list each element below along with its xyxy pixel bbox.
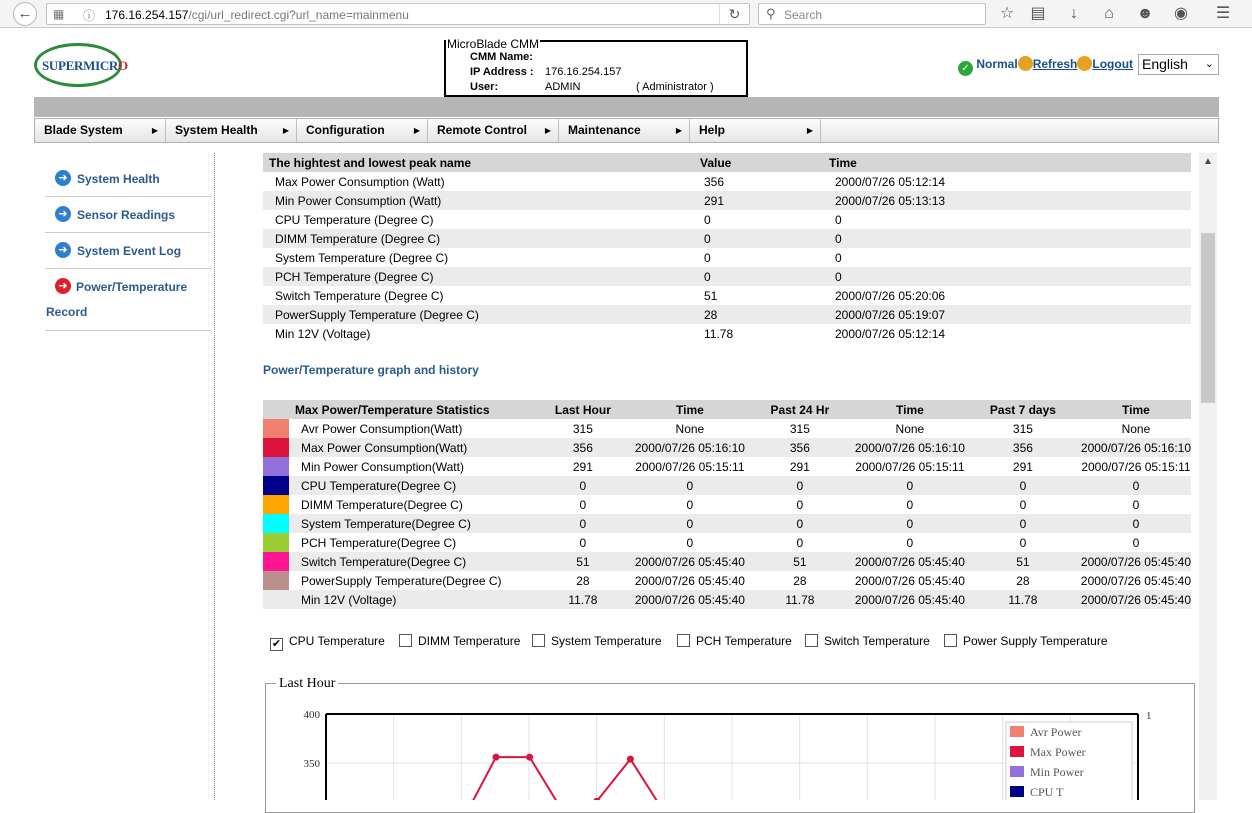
reload-icon[interactable]: ↻	[719, 4, 749, 24]
series-checkbox-item[interactable]	[399, 634, 520, 648]
chart-data-point	[627, 756, 634, 763]
color-swatch-cell	[263, 590, 289, 609]
sidebar-item-system-event-log[interactable]	[45, 233, 211, 269]
sidebar-item-sensor-readings[interactable]	[45, 197, 211, 233]
scroll-up-icon[interactable]: ▲	[1203, 156, 1213, 167]
sidebar-item-label-line2: Record	[46, 305, 88, 319]
checkbox-icon[interactable]	[805, 634, 818, 647]
menu-arrow-icon: ▶	[806, 126, 813, 135]
menu-configuration[interactable]	[297, 119, 428, 142]
stats-time-cell: 0	[1132, 516, 1140, 531]
stats-header-time: Time	[896, 402, 924, 417]
stats-time-cell: 0	[906, 535, 914, 550]
user-value: ADMIN	[545, 81, 581, 93]
status-normal[interactable]: Normal	[976, 57, 1018, 71]
menu-blade-system[interactable]	[35, 119, 166, 142]
color-swatch	[263, 533, 289, 552]
bookmark-star-icon[interactable]: ☆	[999, 5, 1015, 22]
peak-name-cell: CPU Temperature (Degree C)	[275, 212, 434, 227]
download-icon[interactable]: ↓	[1070, 5, 1078, 22]
stats-name-cell: Min 12V (Voltage)	[301, 592, 397, 607]
main-menu	[34, 118, 1219, 143]
peak-name-cell: Max Power Consumption (Watt)	[275, 174, 445, 189]
stats-7days-cell: 11.78	[1008, 592, 1038, 607]
checkbox-icon[interactable]	[677, 634, 690, 647]
arrow-right-active-icon: ➜	[55, 278, 71, 294]
status-ok-icon: ✓	[958, 61, 973, 76]
chart-legend-swatch	[1010, 786, 1024, 797]
stats-name-cell: DIMM Temperature(Degree C)	[301, 497, 463, 512]
color-swatch	[263, 495, 289, 514]
stats-time-cell: 2000/07/26 05:15:11	[635, 459, 745, 474]
arrow-right-icon: ➜	[55, 170, 71, 186]
stats-table-header	[263, 400, 1191, 419]
peak-header-value: Value	[700, 155, 732, 170]
reading-list-icon[interactable]: ▤	[1030, 5, 1046, 22]
chart-legend-label: Avr Power	[1030, 725, 1082, 739]
checkbox-label: System Temperature	[551, 634, 662, 648]
stats-time-cell: 2000/07/26 05:45:40	[1080, 554, 1191, 569]
page-icon: ▦	[53, 7, 65, 21]
chart-legend-swatch	[1010, 726, 1024, 737]
peak-table-row	[263, 172, 1191, 191]
chart-y-tick-label: 400	[303, 709, 320, 721]
stats-time-cell: 0	[686, 497, 694, 512]
stats-name-cell: Avr Power Consumption(Watt)	[301, 421, 463, 436]
chart-title: Last Hour	[276, 676, 338, 692]
stats-7days-cell: 51	[1016, 554, 1030, 569]
stats-7days-cell: 28	[1016, 573, 1030, 588]
checkbox-label: Power Supply Temperature	[963, 634, 1108, 648]
menu-label: Maintenance	[568, 123, 641, 137]
logout-link[interactable]: Logout	[1092, 57, 1134, 71]
peak-value-cell: 51	[704, 288, 718, 303]
menu-help[interactable]	[690, 119, 821, 142]
checkbox-icon[interactable]	[399, 634, 412, 647]
stats-last-hour-cell: 0	[579, 497, 587, 512]
color-swatch-cell	[263, 552, 289, 571]
peak-value-cell: 11.78	[704, 326, 734, 341]
menu-maintenance[interactable]	[559, 119, 690, 142]
peak-time-cell: 0	[835, 231, 842, 246]
peak-time-cell: 2000/07/26 05:19:07	[835, 307, 946, 322]
stats-time-cell: 0	[1132, 478, 1140, 493]
peak-table-header	[263, 153, 1191, 172]
color-swatch-cell	[263, 438, 289, 457]
color-swatch	[263, 571, 289, 590]
color-swatch	[263, 590, 289, 609]
stats-name-cell: CPU Temperature(Degree C)	[301, 478, 457, 493]
menu-label: Blade System	[44, 123, 123, 137]
power-chart	[266, 700, 1194, 800]
stats-time-cell: 0	[906, 516, 914, 531]
peak-value-cell: 0	[704, 231, 711, 246]
stats-last-hour-cell: 11.78	[568, 592, 598, 607]
back-button[interactable]: ←	[13, 2, 37, 26]
color-swatch-cell	[263, 495, 289, 514]
menu-label: System Health	[175, 123, 258, 137]
search-placeholder: Search	[784, 8, 823, 22]
stats-last-hour-cell: 0	[579, 478, 587, 493]
menu-arrow-icon: ▶	[413, 126, 420, 135]
url-text	[105, 8, 409, 22]
logo-text-main: SUPERMICR	[42, 58, 119, 73]
scrollbar-thumb[interactable]	[1201, 233, 1215, 403]
stats-7days-cell: 291	[1012, 459, 1033, 474]
cmm-name-label: CMM Name:	[470, 51, 533, 63]
peak-time-cell: 2000/07/26 05:12:14	[835, 326, 946, 341]
stats-24hr-cell: 0	[796, 478, 804, 493]
peak-time-cell: 2000/07/26 05:13:13	[835, 193, 946, 208]
chart-legend-label: CPU T	[1030, 785, 1064, 799]
stats-24hr-cell: 0	[796, 497, 804, 512]
checkbox-icon[interactable]	[944, 634, 957, 647]
peak-time-cell: 0	[835, 212, 842, 227]
stats-time-cell: 0	[906, 497, 914, 512]
stats-24hr-cell: 28	[793, 573, 807, 588]
stats-24hr-cell: 11.78	[785, 592, 815, 607]
stats-name-cell: Min Power Consumption(Watt)	[301, 459, 464, 474]
checkbox-label: DIMM Temperature	[418, 634, 521, 648]
peak-name-cell: DIMM Temperature (Degree C)	[275, 231, 441, 246]
status-area	[958, 56, 1133, 76]
peak-name-cell: PCH Temperature (Degree C)	[275, 269, 434, 284]
stats-name-cell: System Temperature(Degree C)	[301, 516, 471, 531]
stats-last-hour-cell: 356	[572, 440, 593, 455]
sidebar-item-label: Sensor Readings	[77, 208, 176, 222]
stats-name-cell: PowerSupply Temperature(Degree C)	[301, 573, 502, 588]
menu-arrow-icon: ▶	[675, 126, 682, 135]
peak-table-row	[263, 305, 1191, 324]
peak-table-row	[263, 286, 1191, 305]
stats-time-cell: 2000/07/26 05:45:40	[854, 573, 965, 588]
logo-text	[42, 58, 128, 74]
stats-time-cell: 2000/07/26 05:45:40	[854, 592, 965, 607]
stats-time-cell: 2000/07/26 05:45:40	[854, 554, 965, 569]
stats-header-last-hour: Last Hour	[554, 402, 611, 417]
stats-time-cell: 0	[1132, 535, 1140, 550]
peak-table-row	[263, 324, 1191, 343]
sidebar-item-system-health[interactable]	[45, 160, 211, 197]
stats-table-row	[263, 552, 1191, 571]
sidebar-divider	[214, 153, 215, 800]
sidebar-item-label: Power/Temperature	[76, 280, 188, 294]
stats-time-cell: 0	[906, 478, 914, 493]
menu-arrow-icon: ▶	[151, 126, 158, 135]
stats-table	[263, 400, 1191, 609]
stats-table-row	[263, 533, 1191, 552]
menu-label: Configuration	[306, 123, 385, 137]
peak-table-row	[263, 248, 1191, 267]
stats-7days-cell: 0	[1019, 535, 1027, 550]
stats-table-row	[263, 495, 1191, 514]
color-swatch	[263, 476, 289, 495]
sidebar-item-power-temperature-record[interactable]	[45, 269, 211, 331]
logout-icon[interactable]	[1077, 56, 1092, 71]
arrow-right-icon: ➜	[55, 206, 71, 222]
stats-time-cell: 0	[1132, 497, 1140, 512]
series-checkbox-item[interactable]	[805, 634, 930, 648]
stats-table-row	[263, 457, 1191, 476]
stats-last-hour-cell: 28	[576, 573, 590, 588]
chart-legend-label: Min Power	[1030, 765, 1084, 779]
header-band	[34, 97, 1219, 117]
peak-table	[263, 153, 1191, 343]
stats-7days-cell: 0	[1019, 478, 1027, 493]
stats-24hr-cell: 315	[789, 421, 810, 436]
refresh-link[interactable]: Refresh	[1032, 57, 1078, 71]
checkbox-icon[interactable]	[532, 634, 545, 647]
peak-time-cell: 2000/07/26 05:12:14	[835, 174, 946, 189]
color-swatch	[263, 457, 289, 476]
sidebar-item-label: System Health	[77, 172, 160, 186]
language-select[interactable]	[1138, 54, 1219, 75]
peak-header-time: Time	[829, 155, 857, 170]
peak-table-row	[263, 229, 1191, 248]
stats-24hr-cell: 0	[796, 516, 804, 531]
menu-label: Help	[699, 123, 726, 137]
stats-7days-cell: 0	[1019, 497, 1027, 512]
info-icon[interactable]: ⓘ	[83, 9, 96, 23]
browser-toolbar	[0, 0, 1252, 28]
stats-header-name: Max Power/Temperature Statistics	[295, 402, 490, 417]
menu-remote-control[interactable]	[428, 119, 559, 142]
peak-value-cell: 28	[704, 307, 718, 322]
stats-time-cell: 2000/07/26 05:45:40	[634, 554, 745, 569]
peak-table-row	[263, 210, 1191, 229]
peak-table-row	[263, 191, 1191, 210]
peak-table-row	[263, 267, 1191, 286]
color-swatch-cell	[263, 476, 289, 495]
ip-value: 176.16.254.157	[545, 66, 622, 78]
stats-time-cell: 2000/07/26 05:45:40	[634, 573, 745, 588]
stats-table-row	[263, 476, 1191, 495]
graph-section-title: Power/Temperature graph and history	[263, 363, 479, 377]
user-label: User:	[470, 81, 499, 93]
peak-name-cell: Switch Temperature (Degree C)	[275, 288, 444, 303]
stats-table-row	[263, 419, 1191, 438]
chat-icon[interactable]: ☻	[1136, 5, 1154, 22]
stats-7days-cell: 0	[1019, 516, 1027, 531]
stats-last-hour-cell: 0	[579, 516, 587, 531]
checkbox-label: Switch Temperature	[824, 634, 930, 648]
stats-time-cell: None	[675, 421, 705, 436]
color-swatch	[263, 438, 289, 457]
series-checkbox-item[interactable]	[532, 634, 662, 648]
menu-arrow-icon: ▶	[544, 126, 551, 135]
arrow-right-icon: ➜	[55, 242, 71, 258]
stats-time-cell: None	[895, 421, 925, 436]
menu-arrow-icon: ▶	[282, 126, 289, 135]
peak-name-cell: Min 12V (Voltage)	[275, 326, 371, 341]
color-swatch-cell	[263, 533, 289, 552]
stats-24hr-cell: 291	[789, 459, 810, 474]
peak-time-cell: 0	[835, 269, 842, 284]
stats-time-cell: None	[1121, 421, 1151, 436]
color-swatch	[263, 419, 289, 438]
stats-last-hour-cell: 51	[576, 554, 590, 569]
url-path: /cgi/url_redirect.cgi?url_name=mainmenu	[188, 8, 409, 22]
stats-header-time: Time	[676, 402, 704, 417]
search-input[interactable]	[758, 3, 986, 25]
color-swatch	[263, 552, 289, 571]
search-icon: ⚲	[766, 6, 776, 21]
cmm-title: MicroBlade CMM	[447, 37, 540, 51]
swatch-header	[263, 400, 289, 419]
url-bar[interactable]	[46, 3, 750, 25]
stats-header-past-7days: Past 7 days	[989, 402, 1056, 417]
language-value: English	[1142, 56, 1188, 72]
pocket-icon[interactable]: ◉	[1174, 5, 1188, 22]
stats-time-cell: 2000/07/26 05:15:11	[1081, 459, 1191, 474]
checkbox-checked-icon[interactable]: ✔	[271, 638, 282, 650]
user-role: ( Administrator )	[636, 81, 714, 93]
stats-last-hour-cell: 315	[572, 421, 593, 436]
stats-header-time: Time	[1122, 402, 1150, 417]
stats-time-cell: 0	[686, 478, 694, 493]
peak-value-cell: 0	[704, 250, 711, 265]
cmm-info-box	[444, 37, 748, 97]
chart-data-point	[493, 754, 500, 761]
series-checkbox-item[interactable]	[677, 634, 792, 648]
stats-time-cell: 2000/07/26 05:45:40	[1080, 592, 1191, 607]
chart-y2-tick-label: 1	[1146, 710, 1152, 722]
series-checkbox-item[interactable]	[270, 634, 385, 651]
stats-name-cell: Max Power Consumption(Watt)	[301, 440, 468, 455]
ip-label: IP Address :	[470, 66, 534, 78]
peak-value-cell: 291	[704, 193, 725, 208]
stats-table-row	[263, 590, 1191, 609]
stats-table-row	[263, 514, 1191, 533]
series-checkbox-item[interactable]	[944, 634, 1108, 648]
stats-24hr-cell: 0	[796, 535, 804, 550]
stats-time-cell: 0	[686, 516, 694, 531]
color-swatch-cell	[263, 514, 289, 533]
stats-time-cell: 2000/07/26 05:16:10	[1080, 440, 1191, 455]
color-swatch-cell	[263, 571, 289, 590]
refresh-icon[interactable]	[1018, 56, 1033, 71]
stats-time-cell: 2000/07/26 05:45:40	[1080, 573, 1191, 588]
chart-legend-label: Max Power	[1030, 745, 1086, 759]
stats-table-row	[263, 571, 1191, 590]
home-icon[interactable]: ⌂	[1104, 5, 1114, 22]
stats-24hr-cell: 51	[793, 554, 807, 569]
menu-label: Remote Control	[437, 123, 527, 137]
menu-system-health[interactable]	[166, 119, 297, 142]
menu-hamburger-icon[interactable]: ☰	[1215, 5, 1231, 22]
peak-name-cell: Min Power Consumption (Watt)	[275, 193, 442, 208]
stats-time-cell: 2000/07/26 05:45:40	[634, 592, 745, 607]
color-swatch	[263, 514, 289, 533]
stats-last-hour-cell: 0	[579, 535, 587, 550]
url-host: 176.16.254.157	[105, 8, 189, 22]
vertical-scrollbar[interactable]	[1199, 153, 1217, 800]
stats-time-cell: 2000/07/26 05:16:10	[634, 440, 745, 455]
peak-value-cell: 0	[704, 212, 711, 227]
peak-header-name: The hightest and lowest peak name	[269, 155, 472, 170]
color-swatch-cell	[263, 419, 289, 438]
checkbox-label: CPU Temperature	[289, 634, 385, 648]
sidebar-item-label: System Event Log	[77, 244, 182, 258]
chart-legend-swatch	[1010, 766, 1024, 777]
checkbox-label: PCH Temperature	[696, 634, 792, 648]
stats-header-past-24hr: Past 24 Hr	[770, 402, 830, 417]
peak-time-cell: 2000/07/26 05:20:06	[835, 288, 946, 303]
stats-24hr-cell: 356	[789, 440, 810, 455]
stats-table-row	[263, 438, 1191, 457]
stats-time-cell: 2000/07/26 05:15:11	[855, 459, 965, 474]
logo-text-o: O	[118, 58, 128, 73]
stats-time-cell: 0	[686, 535, 694, 550]
peak-name-cell: System Temperature (Degree C)	[275, 250, 449, 265]
peak-time-cell: 0	[835, 250, 842, 265]
peak-value-cell: 356	[704, 174, 725, 189]
chart-series-line	[462, 757, 1067, 800]
stats-last-hour-cell: 291	[572, 459, 593, 474]
color-swatch-cell	[263, 457, 289, 476]
chart-y-tick-label: 350	[303, 758, 320, 770]
chevron-down-icon: ⌄	[1204, 58, 1214, 70]
peak-name-cell: PowerSupply Temperature (Degree C)	[275, 307, 479, 322]
stats-name-cell: PCH Temperature(Degree C)	[301, 535, 457, 550]
peak-value-cell: 0	[704, 269, 711, 284]
supermicro-logo	[34, 43, 128, 89]
stats-name-cell: Switch Temperature(Degree C)	[301, 554, 467, 569]
chart-data-point	[526, 754, 533, 761]
stats-7days-cell: 356	[1012, 440, 1033, 455]
stats-time-cell: 2000/07/26 05:16:10	[854, 440, 965, 455]
chart-legend-swatch	[1010, 746, 1024, 757]
stats-7days-cell: 315	[1012, 421, 1033, 436]
